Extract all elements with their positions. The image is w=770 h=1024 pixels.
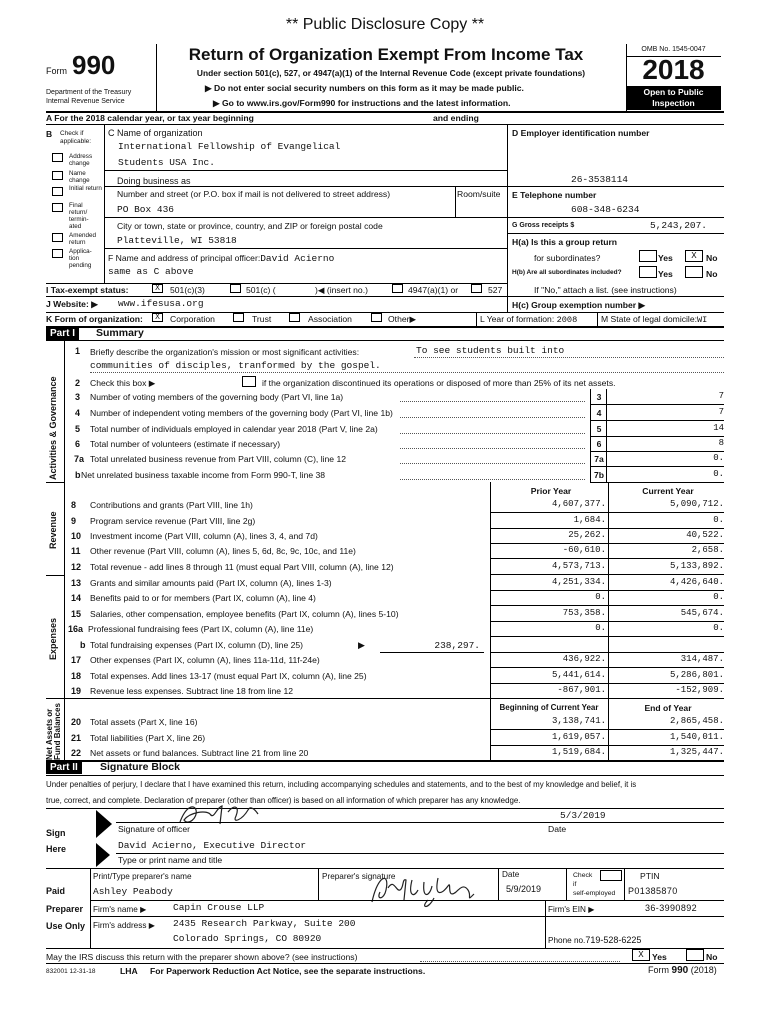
other-label: Other▶ xyxy=(388,314,417,324)
prior-year-value: -60,610. xyxy=(562,545,606,555)
line-description: Program service revenue (Part VIII, line 2g) xyxy=(90,516,256,526)
self-employed-checkbox[interactable] xyxy=(600,870,622,881)
line-number: 10 xyxy=(71,531,82,541)
perjury-line2: true, correct, and complete. Declaration of preparer (other than officer) is based on all information of which preparer has any knowledge. xyxy=(46,796,521,805)
trust-checkbox[interactable] xyxy=(233,313,244,322)
section-b-label: B xyxy=(46,129,53,139)
all-subordinates-yes-box[interactable] xyxy=(639,266,657,278)
group-return-yes-label: Yes xyxy=(658,253,673,263)
line-number: 17 xyxy=(71,655,82,665)
current-year-value: 5,133,892. xyxy=(669,561,724,571)
current-year-value: 0. xyxy=(713,515,724,525)
line-description: Benefits paid to or for members (Part IX, column (A), line 4) xyxy=(90,593,316,603)
discuss-yes-box[interactable]: X xyxy=(632,949,650,961)
line-box-number: 5 xyxy=(596,424,602,434)
group-return-yes-box[interactable] xyxy=(639,250,657,262)
arrow-right-icon: ▶ xyxy=(205,83,214,93)
line-number: 16a xyxy=(68,624,84,634)
prior-year-value: 4,251,334. xyxy=(551,577,606,587)
line-value: 0. xyxy=(713,469,724,479)
line-description: Salaries, other compensation, employee benefits (Part IX, column (A), lines 5-10) xyxy=(90,609,399,619)
line-description: Total liabilities (Part X, line 26) xyxy=(90,733,206,743)
preparer-name-label: Print/Type preparer's name xyxy=(93,872,192,881)
all-subordinates-label: H(b) Are all subordinates included? xyxy=(512,269,622,276)
line-number: 20 xyxy=(71,717,82,727)
current-year-value: 1,325,447. xyxy=(669,747,724,757)
arrow-right-icon: ▶ xyxy=(148,921,156,930)
name-change-checkbox[interactable] xyxy=(52,171,63,180)
dept-treasury: Department of the Treasury xyxy=(46,89,132,96)
part2-tag: Part II xyxy=(46,761,82,774)
line-description: Other expenses (Part IX, column (A), lines 11a-11d, 11f-24e) xyxy=(90,655,320,665)
final-return-checkbox[interactable] xyxy=(52,203,63,212)
omb-number: OMB No. 1545-0047 xyxy=(641,46,706,53)
part1-title: Summary xyxy=(96,327,144,339)
sign-arrow-icon xyxy=(96,810,112,838)
prior-year-value: 4,607,377. xyxy=(551,499,606,509)
website-link[interactable]: www.ifesusa.org xyxy=(118,298,204,309)
arrow-right-icon: ▶ xyxy=(213,98,222,108)
part1-tag: Part I xyxy=(46,327,79,340)
perjury-line1: Under penalties of perjury, I declare that I have examined this return, including accompanying schedules and statements, and to the best of my knowledge and belief, it is xyxy=(46,780,637,789)
firm-name-value: Capin Crouse LLP xyxy=(173,902,265,913)
line-description: Contributions and grants (Part VIII, line 1h) xyxy=(90,500,253,510)
line-number: b xyxy=(75,470,81,480)
line-box-number: 6 xyxy=(596,439,602,449)
prior-year-value: 3,138,741. xyxy=(551,716,606,726)
net-assets-label: Net Assets or Fund Balances xyxy=(45,703,62,760)
check-if-small: if xyxy=(573,881,577,888)
line-description: Net unrelated business taxable income from Form 990-T, line 38 xyxy=(81,470,326,480)
arrow-right-icon: ▶ xyxy=(140,905,147,914)
line-description: Grants and similar amounts paid (Part IX, column (A), lines 1-3) xyxy=(90,578,332,588)
firm-address-label: Firm's address ▶ xyxy=(93,921,156,930)
form-of-org-label: K Form of organization: xyxy=(46,314,143,324)
mission-line1: To see students built into xyxy=(416,345,565,356)
ein-label: D Employer identification number xyxy=(512,128,650,138)
application-pending-label: Applica- tion pending xyxy=(69,248,92,269)
line-description: Investment income (Part VIII, column (A), lines 3, 4, and 7d) xyxy=(90,531,318,541)
irs-label: Internal Revenue Service xyxy=(46,98,125,105)
subordinates-label: for subordinates? xyxy=(534,253,601,263)
corporation-checkbox[interactable]: X xyxy=(152,313,163,322)
prior-year-value: 5,441,614. xyxy=(551,670,606,680)
current-year-value: 314,487. xyxy=(680,654,724,664)
line-box-number: 4 xyxy=(596,408,602,418)
address-change-label: Address change xyxy=(69,153,93,167)
arrow-right-icon: ▶ xyxy=(358,640,365,650)
telephone-label: E Telephone number xyxy=(512,190,597,200)
room-suite-label: Room/suite xyxy=(457,189,501,199)
current-year-value: 4,426,640. xyxy=(669,577,724,587)
line-description: Total assets (Part X, line 16) xyxy=(90,717,198,727)
open-to-public: Open to Public Inspection xyxy=(626,86,721,110)
line-description: Total fundraising expenses (Part IX, column (D), line 25) xyxy=(90,640,304,650)
line-a-label: A For the 2018 calendar year, or tax year beginning xyxy=(46,113,254,123)
public-disclosure-banner: ** Public Disclosure Copy ** xyxy=(285,16,485,33)
sign-label: Sign xyxy=(46,828,66,838)
footer-form-id: Form 990 (2018) xyxy=(648,965,717,976)
line-number: 7a xyxy=(74,454,85,464)
group-exemption-label: H(c) Group exemption number ▶ xyxy=(512,300,646,310)
prior-year-value: 1,619,057. xyxy=(551,732,606,742)
preparer-name-value: Ashley Peabody xyxy=(93,886,173,897)
use-only-label: Use Only xyxy=(46,921,86,931)
line-a-ending: and ending xyxy=(433,113,479,123)
gross-receipts-value: 5,243,207. xyxy=(650,220,708,231)
association-label: Association xyxy=(308,314,352,324)
street-value: PO Box 436 xyxy=(117,204,175,215)
preparer-signature-label: Preparer's signature xyxy=(322,872,396,881)
firm-ein-label: Firm's EIN ▶ xyxy=(548,905,595,914)
initial-return-label: Initial return xyxy=(69,185,102,192)
line-description: Total number of individuals employed in calendar year 2018 (Part V, line 2a) xyxy=(90,424,378,434)
line-description: Total unrelated business revenue from Part VIII, column (C), line 12 xyxy=(90,454,347,464)
discuss-yes-label: Yes xyxy=(652,952,667,962)
line-description: Total number of volunteers (estimate if necessary) xyxy=(90,439,281,449)
line-number: 19 xyxy=(71,686,82,696)
current-year-value: -152,909. xyxy=(675,685,724,695)
other-checkbox[interactable] xyxy=(371,313,382,322)
firm-address-line2: Colorado Springs, CO 80920 xyxy=(173,933,322,944)
tax-year: 2018 xyxy=(642,54,705,85)
arrow-right-icon: ▶ xyxy=(638,300,646,310)
discuss-question: May the IRS discuss this return with the preparer shown above? (see instructions) xyxy=(46,952,358,962)
insert-no-label: )◀ (insert no.) xyxy=(315,285,368,295)
arrow-right-icon: ▶ xyxy=(148,378,156,388)
form-subtitle: Under section 501(c), 527, or 4947(a)(1) of the Internal Revenue Code (except private foundations) xyxy=(196,68,586,78)
application-pending-checkbox[interactable] xyxy=(52,249,63,258)
line-value: 7 xyxy=(718,391,724,401)
preparer-signature xyxy=(368,870,480,910)
line-1-number: 1 xyxy=(75,346,81,356)
line-value: 0. xyxy=(713,453,724,463)
arrow-right-icon: ▶ xyxy=(91,299,98,309)
tax-exempt-label: I Tax-exempt status: xyxy=(46,285,129,295)
line-number: 6 xyxy=(75,439,81,449)
signature-officer-label: Signature of officer xyxy=(118,824,190,834)
501c3-label: 501(c)(3) xyxy=(170,285,205,295)
line-number: 3 xyxy=(75,392,81,402)
street-label: Number and street (or P.O. box if mail is not delivered to street address) xyxy=(117,189,391,199)
telephone-value: 608-348-6234 xyxy=(571,204,640,215)
discuss-no-label: No xyxy=(706,952,718,962)
attach-list-note: If "No," attach a list. (see instructions) xyxy=(534,285,677,295)
amended-return-label: Amended return xyxy=(69,232,96,246)
name-change-label: Name change xyxy=(69,170,90,184)
501c-checkbox[interactable] xyxy=(230,284,241,293)
line-box-number: 3 xyxy=(596,392,602,402)
4947-checkbox[interactable] xyxy=(392,284,403,293)
mission-label: Briefly describe the organization's mission or most significant activities: xyxy=(90,347,360,357)
current-year-header: Current Year xyxy=(642,486,694,496)
corporation-label: Corporation xyxy=(170,314,215,324)
form-label: Form xyxy=(46,66,67,76)
all-subordinates-no-label: No xyxy=(706,269,718,279)
line-2-rest: if the organization discontinued its operations or disposed of more than 25% of its net assets. xyxy=(262,378,616,388)
part2-title: Signature Block xyxy=(100,761,180,773)
here-arrow-icon xyxy=(96,843,110,867)
gross-receipts-label: G Gross receipts $ xyxy=(512,222,575,229)
group-return-label: H(a) Is this a group return xyxy=(512,237,618,247)
line-description: Number of independent voting members of the governing body (Part VI, line 1b) xyxy=(90,408,393,418)
ssn-note: ▶ Do not enter social security numbers on this form as it may be made public. xyxy=(205,83,524,93)
prior-year-value: 1,684. xyxy=(573,515,606,525)
all-subordinates-yes-label: Yes xyxy=(658,269,673,279)
officer-address: same as C above xyxy=(108,266,194,277)
line-value: 7 xyxy=(718,407,724,417)
trust-label: Trust xyxy=(252,314,272,324)
paperwork-notice: For Paperwork Reduction Act Notice, see the separate instructions. xyxy=(150,966,426,976)
preparer-label: Preparer xyxy=(46,904,84,914)
line-description: Other revenue (Part VIII, column (A), lines 5, 6d, 8c, 9c, 10c, and 11e) xyxy=(90,546,356,556)
city-value: Platteville, WI 53818 xyxy=(117,235,237,246)
line-number: 21 xyxy=(71,733,82,743)
revenue-label: Revenue xyxy=(48,511,58,549)
mission-line2: communities of disciples, tranformed by the gospel. xyxy=(90,360,381,371)
line-number: 18 xyxy=(71,671,82,681)
group-return-no-label: No xyxy=(706,253,718,263)
end-year-header: End of Year xyxy=(644,703,692,713)
org-name-label: C Name of organization xyxy=(108,128,203,138)
501c3-checkbox[interactable]: X xyxy=(152,284,163,293)
firm-name-label: Firm's name ▶ xyxy=(93,905,147,914)
dba-label: Doing business as xyxy=(117,176,191,186)
4947-label: 4947(a)(1) or xyxy=(408,285,459,295)
current-year-value: 5,286,801. xyxy=(669,670,724,680)
all-subordinates-no-box[interactable] xyxy=(685,266,703,278)
line-number: 8 xyxy=(71,500,77,510)
website-label: J Website: ▶ xyxy=(46,299,98,309)
line-number: 14 xyxy=(71,593,82,603)
prior-year-value: 0. xyxy=(595,592,606,602)
preparer-date-label: Date xyxy=(502,870,520,879)
here-label: Here xyxy=(46,844,67,854)
firm-ein-value: 36-3990892 xyxy=(645,903,698,913)
current-year-value: 1,540,011. xyxy=(669,732,724,742)
line-value: 14 xyxy=(713,423,724,433)
beginning-year-header: Beginning of Current Year xyxy=(499,703,599,712)
arrow-left-icon: ◀ xyxy=(317,285,327,295)
current-year-value: 545,674. xyxy=(680,608,724,618)
org-name-line1: International Fellowship of Evangelical xyxy=(118,141,341,152)
current-year-value: 0. xyxy=(713,623,724,633)
applicable-label: applicable: xyxy=(60,138,92,145)
ptin-label: PTIN xyxy=(640,871,660,881)
current-year-value: 0. xyxy=(713,592,724,602)
fundraising-total-value: 238,297. xyxy=(434,640,480,651)
prior-year-value: -867,901. xyxy=(557,685,606,695)
initial-return-checkbox[interactable] xyxy=(52,187,63,196)
line-number: 22 xyxy=(71,748,82,758)
prior-year-value: 25,262. xyxy=(568,530,606,540)
expenses-label: Expenses xyxy=(48,617,58,660)
prior-year-value: 0. xyxy=(595,623,606,633)
prior-year-header: Prior Year xyxy=(530,486,572,496)
state-domicile: M State of legal domicile:WI xyxy=(601,314,708,325)
current-year-value: 5,090,712. xyxy=(669,499,724,509)
ein-value: 26-3538114 xyxy=(571,174,629,185)
self-employed-label: self-employed xyxy=(573,890,616,897)
principal-officer: F Name and address of principal officer:David Acierno xyxy=(108,253,335,264)
prior-year-value: 1,519,684. xyxy=(551,747,606,757)
line-2-text: Check this box ▶ xyxy=(90,378,156,388)
arrow-right-icon: ▶ xyxy=(409,314,417,324)
prior-year-value: 4,573,713. xyxy=(551,561,606,571)
line-number: b xyxy=(80,640,86,650)
activities-governance-label: Activities & Governance xyxy=(48,376,58,480)
preparer-date-value: 5/9/2019 xyxy=(506,884,542,894)
ptin-value: P01385870 xyxy=(628,886,678,896)
current-year-value: 2,865,458. xyxy=(669,716,724,726)
paid-label: Paid xyxy=(46,886,66,896)
line-value: 8 xyxy=(718,438,724,448)
line-description: Net assets or fund balances. Subtract line 21 from line 20 xyxy=(90,748,309,758)
line-number: 4 xyxy=(75,408,81,418)
527-checkbox[interactable] xyxy=(471,284,482,293)
line-box-number: 7b xyxy=(593,470,605,480)
line-number: 9 xyxy=(71,516,77,526)
line-number: 15 xyxy=(71,609,82,619)
form-code: 832001 12-31-18 xyxy=(46,968,96,975)
prior-year-value: 753,358. xyxy=(562,608,606,618)
501c-label: 501(c) ( xyxy=(246,285,276,295)
type-name-title-label: Type or print name and title xyxy=(118,855,223,865)
line-description: Number of voting members of the governing body (Part VI, line 1a) xyxy=(90,392,344,402)
line-description: Total expenses. Add lines 13-17 (must equal Part IX, column (A), line 25) xyxy=(90,671,367,681)
org-name-line2: Students USA Inc. xyxy=(118,157,215,168)
sign-date-label: Date xyxy=(548,824,567,834)
line-number: 5 xyxy=(75,424,81,434)
amended-return-checkbox[interactable] xyxy=(52,233,63,242)
lha-label: LHA xyxy=(120,966,138,976)
sign-date-value: 5/3/2019 xyxy=(560,810,606,821)
instructions-note: ▶ Go to www.irs.gov/Form990 for instructions and the latest information. xyxy=(213,98,511,108)
association-checkbox[interactable] xyxy=(289,313,300,322)
prior-year-value: 436,922. xyxy=(562,654,606,664)
group-return-no-box[interactable]: X xyxy=(685,250,703,262)
firm-phone: Phone no.719-528-6225 xyxy=(548,935,642,945)
check-label: Check xyxy=(573,872,593,879)
check-if-label: Check if xyxy=(60,130,84,137)
address-change-checkbox[interactable] xyxy=(52,153,63,162)
line-description: Revenue less expenses. Subtract line 18 from line 12 xyxy=(90,686,294,696)
arrow-right-icon: ▶ xyxy=(588,905,595,914)
line-description: Professional fundraising fees (Part IX, column (A), line 11e) xyxy=(88,624,314,634)
current-year-value: 2,658. xyxy=(691,545,724,555)
line-number: 12 xyxy=(71,562,82,572)
form-number: 990 xyxy=(72,50,116,80)
line-number: 11 xyxy=(71,546,81,556)
officer-name-title: David Acierno, Executive Director xyxy=(118,840,307,851)
form-title: Return of Organization Exempt From Income Tax xyxy=(188,45,584,64)
discuss-no-box[interactable] xyxy=(686,949,704,961)
city-label: City or town, state or province, country, and ZIP or foreign postal code xyxy=(117,221,383,231)
year-formation: L Year of formation: 2008 xyxy=(480,314,578,325)
discontinued-checkbox[interactable] xyxy=(242,376,256,387)
line-2-number: 2 xyxy=(75,378,81,388)
final-return-label: Final return/ termin- ated xyxy=(69,202,89,230)
527-label: 527 xyxy=(488,285,503,295)
line-box-number: 7a xyxy=(594,454,604,464)
line-description: Total revenue - add lines 8 through 11 (must equal Part VIII, column (A), line 12) xyxy=(90,562,394,572)
line-number: 13 xyxy=(71,578,82,588)
current-year-value: 40,522. xyxy=(686,530,724,540)
firm-address-line1: 2435 Research Parkway, Suite 200 xyxy=(173,918,356,929)
